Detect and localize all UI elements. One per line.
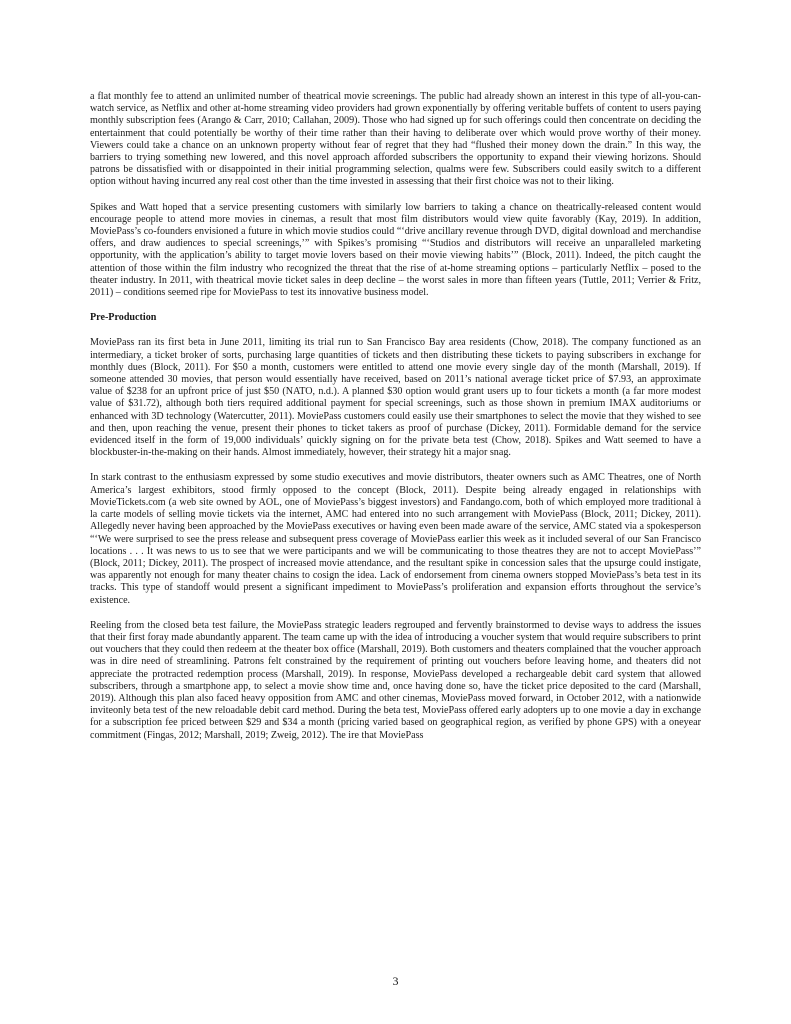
body-paragraph: Spikes and Watt hoped that a service presenting customers with similarly low barriers to taking a chance on theatrically-released content would encourage people to attend more movies in cinemas, a result that most film distributors would view quite favorably (Kay, 2019). In addition, MoviePass’s co-founders envisioned a future in which movie studios could “‘drive ancillary revenue through DVD, digital download and merchandise offers, and draw audiences to special screenings,’” with Spikes’s promising “‘Studios and distributors will receive an unparalleled marketing opportunity, with the application’s ability to target movie lovers based on their movie viewing habits’” (Block, 2011). Indeed, the pitch caught the attention of those within the film industry who recognized the threat that the rise of at-home streaming options – particularly Netflix – posed to the theater industry. In 2011, with theatrical movie ticket sales in deep decline – the worst sales in more than fifteen years (Tuttle, 2011; Verrier & Fritz, 2011) – conditions seemed ripe for MoviePass to test its innovative business model. (90, 201, 701, 299)
body-paragraph: MoviePass ran its first beta in June 2011, limiting its trial run to San Francisco Bay area residents (Chow, 2018). The company functioned as an intermediary, a ticket broker of sorts, purchasing large quantities of tickets and then distributing these tickets to paying subscribers in exchange for monthly dues (Block, 2011). For $50 a month, customers were entitled to attend one movie every single day of the month (Marshall, 2019). If someone attended 30 movies, that person would essentially have received, based on 2011’s national average ticket price of $7.93, an approximate value of $238 for an upfront price of just $50 (NATO, n.d.). A planned $30 option would grant users up to four tickets a month (a far more modest value of $31.72), although both tiers required additional payment for special screenings, such as those shown in premium IMAX auditoriums or enhanced with 3D technology (Watercutter, 2011). MoviePass customers could easily use their smartphones to select the movie that they wished to see and then, upon reaching the venue, present their phones to ticket takers as proof of purchase (Dickey, 2011). Formidable demand for the service evidenced itself in the form of 19,000 individuals’ quickly signing on for the private beta test (Chow, 2018). Spikes and Watt seemed to have a blockbuster-in-the-making on their hands. Almost immediately, however, their strategy hit a major snag. (90, 337, 701, 459)
body-paragraph: a flat monthly fee to attend an unlimited number of theatrical movie screenings. The public had already shown an interest in this type of all-you-can-watch service, as Netflix and other at-home streaming video providers had grown exponentially by offering veritable buffets of content to users paying monthly subscription fees (Arango & Carr, 2010; Callahan, 2009). Those who had signed up for such offerings could then concentrate on deciding the entertainment that could potentially be worthy of their time rather than their having to deliberate over which would prove worthy of their money. Viewers could take a chance on an unknown property without fear of regret that they had “flushed their money down the drain.” In this way, the barriers to trying something new lowered, and this novel approach afforded subscribers the opportunity to expand their viewing horizons. Should patrons be dissatisfied with or disappointed in their initial programming selection, qualms were few. Subscribers could easily switch to a different option without having incurred any real cost other than the time invested in assessing that their first choice was not to their liking. (90, 91, 701, 188)
section-heading: Pre-Production (90, 312, 157, 324)
body-paragraph: In stark contrast to the enthusiasm expressed by some studio executives and movie distributors, theater owners such as AMC Theatres, one of North America’s largest exhibitors, stood firmly opposed to the concept (Block, 2011). Despite being already engaged in relationships with MovieTickets.com (a web site owned by AOL, one of MoviePass’s biggest investors) and Fandango.com, both of which employed more traditional à la carte models of selling movie tickets via the internet, AMC had entered into no such arrangement with MoviePass (Block, 2011; Dickey, 2011). Allegedly never having been approached by the MoviePass executives or having even been made aware of the service, AMC stated via a spokesperson “‘We were surprised to see the press release and subsequent press coverage of MoviePass earlier this week as it included several of our San Francisco locations . . . It was news to us to see that we were participants and we will be communicating to those theatres they are not to accept MoviePass’” (Block, 2011; Dickey, 2011). The prospect of increased movie attendance, and the resultant spike in concession sales that the upsurge could instigate, was apparently not enough for many theater chains to cosign the idea. Lack of endorsement from cinema owners stopped MoviePass’s beta test in its tracks. This type of standoff would present a significant impediment to MoviePass’s proliferation and expansion efforts throughout the service’s existence. (90, 472, 701, 606)
document-page (90, 91, 701, 755)
body-paragraph: Reeling from the closed beta test failure, the MoviePass strategic leaders regrouped and fervently brainstormed to devise ways to address the issues that their first foray made abundantly apparent. The team came up with the idea of introducing a voucher system that would require subscribers to print out vouchers that they could then redeem at the theater box office (Marshall, 2019). Both customers and theaters complained that the voucher approach was in dire need of streamlining. Patrons felt constrained by the requirement of printing out vouchers before leaving home, and theaters did not appreciate the protracted redemption process (Marshall, 2019). In response, MoviePass developed a rechargeable debit card system that allowed subscribers, through a smartphone app, to select a movie show time and, once having done so, have the ticket price deposited to the card (Marshall, 2019). Although this plan also faced heavy opposition from AMC and other cinemas, MoviePass moved forward, in October 2012, with a nationwide inviteonly beta test of the new reloadable debit card method. During the beta test, MoviePass offered early adopters up to one movie a day in exchange for a subscription fee priced between $29 and $34 a month (pricing varied based on geographical region, as verified by phone GPS) with a oneyear commitment (Fingas, 2012; Marshall, 2019; Zweig, 2012). The ire that MoviePass (90, 619, 701, 741)
page-number: 3 (392, 974, 399, 988)
